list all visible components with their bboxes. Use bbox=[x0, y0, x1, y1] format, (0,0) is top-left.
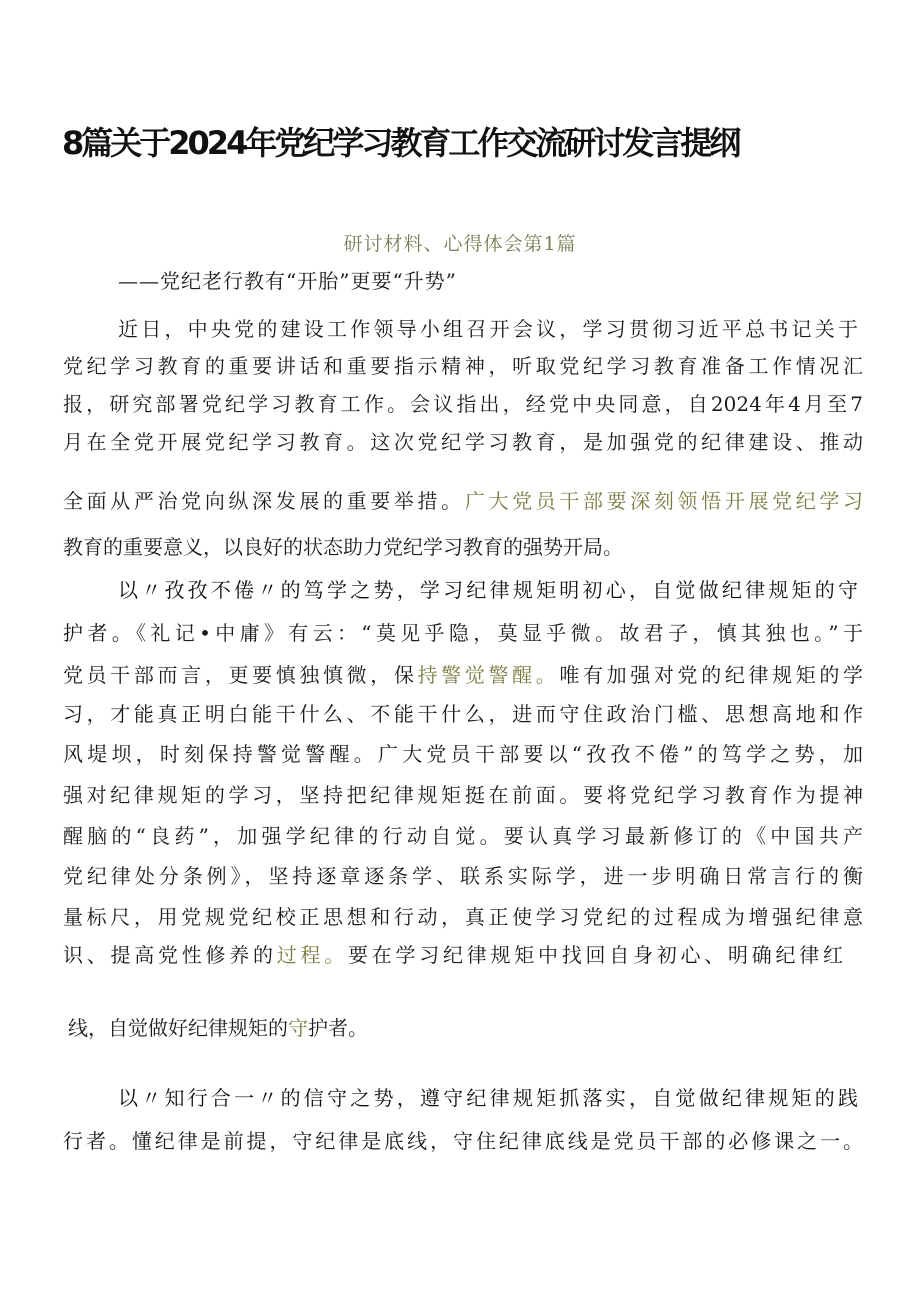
paragraph-line bbox=[63, 1126, 863, 1156]
text-span-highlight: 广大党员干部要深刻领悟开展党纪学习 bbox=[464, 489, 864, 513]
paragraph-line: 风堤坝，时刻保持警觉警醒。广大党员干部要以“孜孜不倦”的笃学之势，加 bbox=[63, 742, 863, 766]
paragraph-line bbox=[68, 1013, 868, 1043]
text-span-highlight: 持警觉警醒。 bbox=[417, 663, 560, 687]
paragraph-line: 强对纪律规矩的学习，坚持把纪律规矩挺在前面。要将党纪学习教育作为提神 bbox=[63, 783, 863, 807]
paragraph-line: 党纪学习教育的重要讲话和重要指示精神，听取党纪学习教育准备工作情况汇 bbox=[63, 354, 863, 378]
text-span: 护者。 bbox=[308, 1016, 368, 1040]
article-heading: ——党纪老行教有“开胎”更要“升势” bbox=[118, 269, 457, 293]
text-span: 《礼记•中庸》有云：“莫见乎隐，莫显乎微。故君子，慎其独也。”于 bbox=[136, 621, 864, 645]
section-heading-end: 行者。 bbox=[63, 1129, 132, 1153]
paragraph-line: 报，研究部署党纪学习教育工作。会议指出，经党中央同意，自2024年4月至7 bbox=[63, 392, 863, 416]
text-span: 线，自觉做好纪律规矩的 bbox=[68, 1016, 288, 1040]
document-title: 8篇关于2024年党纪学习教育工作交流研讨发言提纲 bbox=[62, 124, 739, 162]
text-span: 全面从严治党向纵深发展的重要举措。 bbox=[63, 489, 465, 513]
paragraph-line: 习，才能真正明白能干什么、不能干什么，进而守住政治门槛、思想高地和作 bbox=[63, 702, 863, 726]
text-span: 唯有加强对党的纪律规矩的学 bbox=[559, 663, 864, 687]
text-span: 懂纪律是前提，守纪律是底线，守住纪律底线是党员干部的必修课之一。 bbox=[131, 1129, 864, 1153]
paragraph-line bbox=[63, 486, 863, 516]
section-heading-end: 护者。 bbox=[63, 621, 137, 645]
paragraph-line bbox=[63, 660, 863, 690]
text-span: 要在学习纪律规矩中找回自身初心、明确纪律红 bbox=[348, 943, 843, 967]
section-heading-line: 以〃知行合一〃的信守之势，遵守纪律规矩抓落实，自觉做纪律规矩的践 bbox=[118, 1086, 858, 1110]
paragraph-line: 近日，中央党的建设工作领导小组召开会议，学习贯彻习近平总书记关于 bbox=[118, 317, 858, 341]
section-heading-line: 以〃孜孜不倦〃的笃学之势，学习纪律规矩明初心，自觉做纪律规矩的守 bbox=[118, 578, 858, 602]
text-span: 党员干部而言，更要慎独慎微，保 bbox=[63, 663, 418, 687]
paragraph-line bbox=[63, 940, 843, 970]
paragraph-line: 醒脑的“良药”，加强学纪律的行动自觉。要认真学习最新修订的《中国共产 bbox=[63, 824, 863, 848]
text-span: 识、提高党性修养的 bbox=[63, 943, 277, 967]
text-span-highlight: 守 bbox=[288, 1016, 308, 1040]
paragraph-line bbox=[63, 618, 863, 648]
paragraph-line: 教育的重要意义，以良好的状态助力党纪学习教育的强势开局。 bbox=[63, 535, 623, 559]
paragraph-line: 月在全党开展党纪学习教育。这次党纪学习教育，是加强党的纪律建设、推动 bbox=[63, 430, 863, 454]
paragraph-line: 党纪律处分条例》，坚持逐章逐条学、联系实际学，进一步明确日常言行的衡 bbox=[63, 864, 863, 888]
text-span-highlight: 过程。 bbox=[276, 943, 348, 967]
paragraph-line: 量标尺，用党规党纪校正思想和行动，真正使学习党纪的过程成为增强纪律意 bbox=[63, 905, 863, 929]
section-subtitle: 研讨材料、心得体会第1篇 bbox=[343, 233, 577, 255]
